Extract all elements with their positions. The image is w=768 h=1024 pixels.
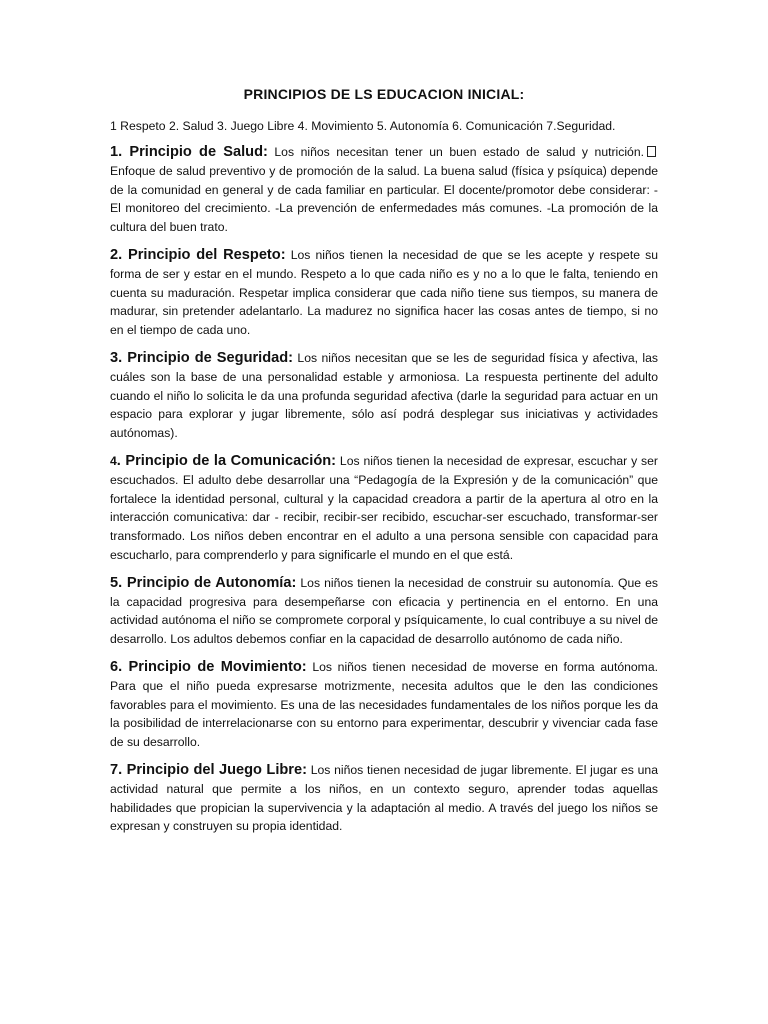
- section-heading: . Principio de Autonomía:: [118, 574, 297, 591]
- section-salud: [110, 143, 658, 237]
- section-body: Los niños tienen necesidad de jugar libremente. El jugar es una actividad natural que permite a los niños, en un contexto seguro, aprender todas aquellas habilidades que propician la supervivencia y la adaptación al medio. A través del juego los niños se expresan y construyen su propia identidad.: [110, 762, 658, 834]
- principles-list: 1 Respeto 2. Salud 3. Juego Libre 4. Movimiento 5. Autonomía 6. Comunicación 7.Seguridad.: [110, 119, 616, 133]
- section-body: Los niños necesitan que se les de seguridad física y afectiva, las cuáles son la base de una personalidad estable y armoniosa. La respuesta pertinente del adulto cuando el niño lo solicita le da una profunda seguridad afectiva (darle la seguridad para actuar en un espacio para explorar y jugar libremente, sólo así podrá desplegar sus iniciativas y actividades autónomas).: [110, 350, 658, 441]
- section-number: 5: [110, 574, 119, 591]
- section-body-continued: Enfoque de salud preventivo y de promoción de la salud. La buena salud (física y psíquica) depende de la comunidad en general y de cada familiar en particular. El docente/promotor debe considerar: -El monitoreo del crecimiento. -La prevención de enfermedades más comunes. -La promoción de la cultura del buen trato.: [110, 163, 658, 235]
- section-heading: . Principio de Salud:: [118, 144, 268, 160]
- section-heading: . Principio del Juego Libre:: [118, 761, 307, 778]
- section-body: Los niños tienen la necesidad de construir su autonomía. Que es la capacidad progresiva para desempeñarse con eficacia y pertinencia en el entorno. En una actividad autónoma el niño se compromete corporal y psíquicamente, lo cual contribuye a su nivel de desarrollo. Los adultos debemos confiar en la capacidad de desarrollo autónomo de cada niño.: [110, 575, 658, 647]
- section-movimiento: [110, 658, 658, 752]
- section-number: 4: [110, 453, 117, 468]
- section-heading: . Principio de Movimiento:: [118, 658, 307, 675]
- section-comunicacion: [110, 452, 658, 565]
- section-respeto: [110, 246, 658, 340]
- section-body: Los niños tienen la necesidad de expresar, escuchar y ser escuchados. El adulto debe desarrollar una “Pedagogía de la Expresión y de la comunicación” que fortalece la identidad personal, cultural y la capacidad creadora a partir de la apertura al otro en la interacción comunicativa: dar - recibir, recibir-ser recibido, escuchar-ser escuchado, transformar-ser transformado. Los niños deben encontrar en el adulto a una persona sensible con capacidad para escucharlo, para comprenderlo y para significarle el mundo en el que está.: [110, 453, 658, 562]
- section-number: 7: [110, 761, 119, 778]
- missing-glyph-icon: [647, 146, 656, 157]
- section-heading: . Principio del Respeto:: [118, 246, 286, 263]
- section-body: Los niños tienen necesidad de moverse en forma autónoma. Para que el niño pueda expresarse motrizmente, necesita adultos que le den las condiciones favorables para el movimiento. Es una de las necesidades fundamentales de los niños porque les da la posibilidad de interrelacionarse con su entorno para experimentar, descubrir y vivenciar cada fase de su desarrollo.: [110, 659, 658, 750]
- document-title: PRINCIPIOS DE LS EDUCACION INICIAL:: [243, 86, 525, 102]
- section-body: Los niños tienen la necesidad de que se les acepte y respete su forma de ser y estar en el mundo. Respeto a lo que cada niño es y no a lo que le falta, teniendo en cuenta su maduración. Respetar implica considerar que cada niño tiene sus tiempos, su manera de madurar, sin pretender adelantarlo. La madurez no significa hacer las cosas antes de tiempo, si no en el tiempo de cada uno.: [110, 247, 658, 338]
- section-heading: . Principio de Seguridad:: [118, 349, 294, 366]
- document-page: [110, 86, 658, 845]
- section-heading: . Principio de la Comunicación:: [116, 452, 337, 469]
- section-juego-libre: [110, 761, 658, 836]
- section-number: 1: [110, 144, 119, 160]
- section-seguridad: [110, 349, 658, 443]
- section-number: 2: [110, 246, 119, 263]
- section-number: 6: [110, 658, 119, 675]
- section-number: 3: [110, 349, 119, 366]
- section-body: Los niños necesitan tener un buen estado de salud y nutrición.: [267, 145, 644, 159]
- section-autonomia: [110, 574, 658, 649]
